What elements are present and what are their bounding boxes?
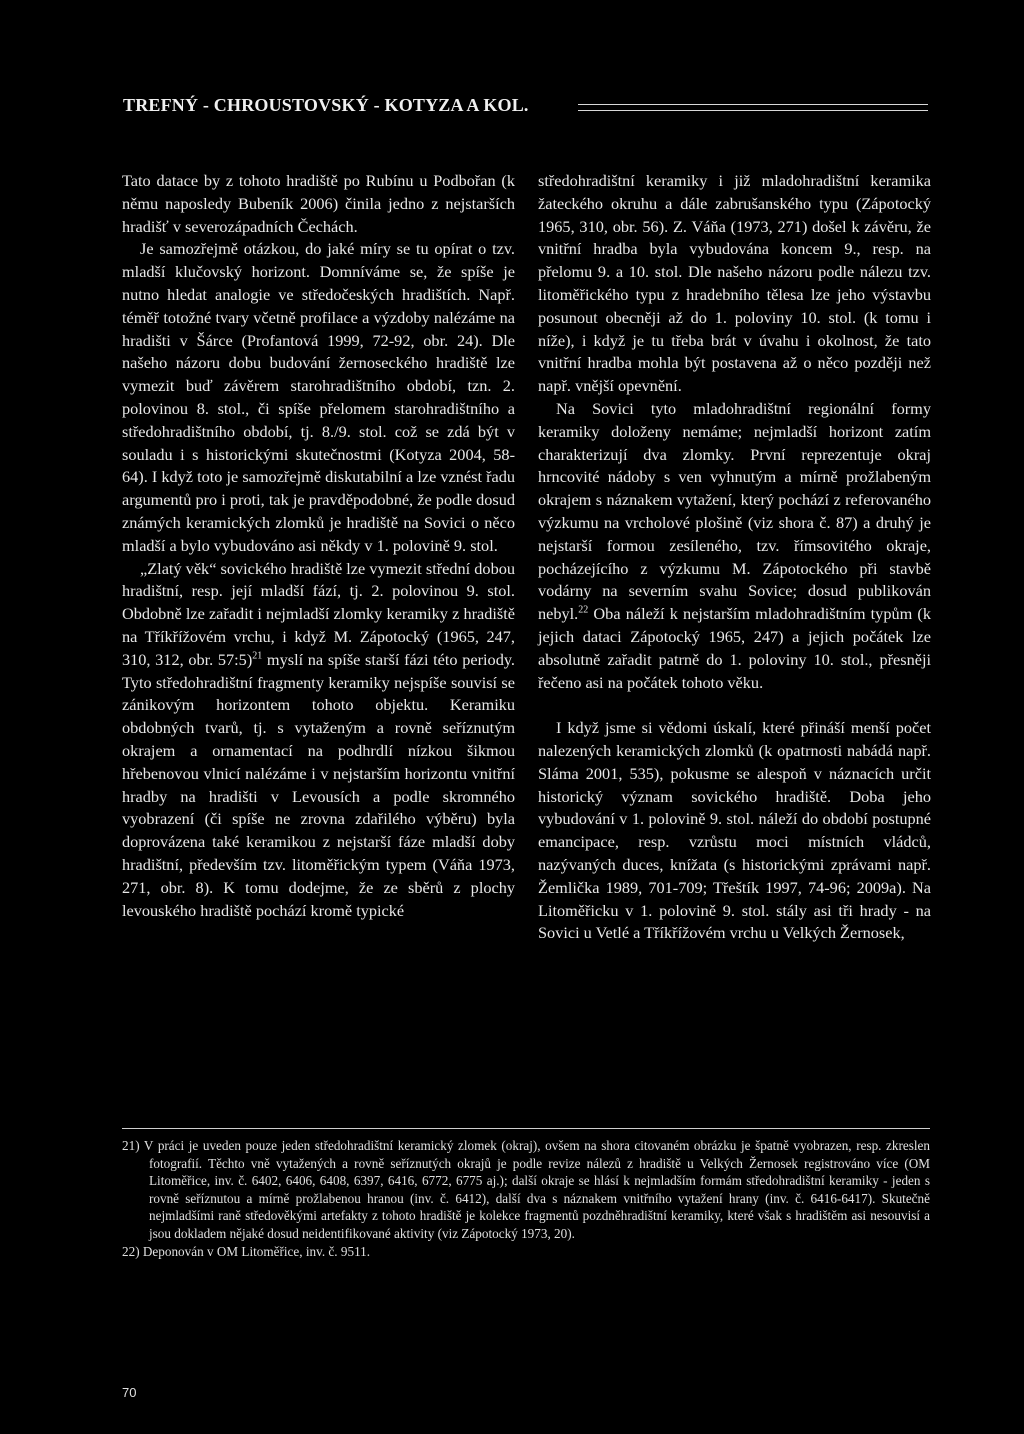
right-paragraph-2 (538, 398, 931, 694)
header-double-rule (578, 104, 928, 111)
footnote-22: 22) Deponován v OM Litoměřice, inv. č. 9511. (122, 1243, 371, 1259)
right-paragraph-3: I když jsme si vědomi úskalí, které přináší menší počet nalezených keramických zlomků (k opatrnosti nabádá např. Sláma 2001, 535), pokusme se alespoň v náznacích určit historický význam sovického hradiště. Doba jeho vybudování v 1. polovině 9. stol. náleží do období postupné emancipace, resp. vzrůstu moci místních vládců, nazývaných duces, knížata (s historickými zprávami např. Žemlička 1989, 701-709; Třeštík 1997, 74-96; 2009a). Na Litoměřicku v 1. polovině 9. stol. stály asi tři hrady - na Sovici u Vetlé a Tříkřížovém vrchu u Velkých Žernosek, (538, 718, 931, 943)
right-paragraph-1: středohradištní keramiky i již mladohradištní keramika žateckého okruhu a dále zabrušanského typu (Zápotocký 1965, 310, obr. 56). Z. Váňa (1973, 271) došel k závěru, že vnitřní hradba byla vybudována koncem 9., resp. na přelomu 9. a 10. stol. Dle našeho názoru podle nálezu tzv. litoměřického typu z hradebního tělesa lze jeho výstavbu posunout obecněji až do 1. poloviny 10. stol. (k tomu i níže), i když je tu třeba brát v úvahu i okolnost, že tato vnitřní hradba mohla být postavena až o něco později než např. vnější opevnění. (538, 171, 931, 396)
left-paragraph-3 (122, 558, 515, 923)
footnote-ref-21: 21 (252, 650, 263, 662)
footnote-ref-22: 22 (578, 604, 589, 616)
right-paragraph-2-part-2: Oba náleží k nejstarším mladohradištním typům (k jejich dataci Zápotocký 1965, 247) a jejich počátek lze absolutně zařadit patrně do 1. poloviny 10. stol., přesněji řečeno asi na počátek tohoto věku. (538, 604, 931, 692)
left-paragraph-2: Je samozřejmě otázkou, do jaké míry se tu opírat o tzv. mladší klučovský horizont. Domníváme se, že spíše je nutno hledat analogie ve středočeských hradištích. Např. téměř totožné tvary včetně profilace a výzdoby nalézáme na hradišti v Šárce (Profantová 1999, 72-92, obr. 24). Dle našeho názoru dobu budování žernoseckého hradiště lze vymezit buď závěrem starohradištního období, tzn. 2. polovinou 8. stol., či spíše přelomem starohradištního a středohradištního období, tj. 8./9. stol. což se zdá být v souladu i s historickými skutečnostmi (Kotyza 2004, 58-64). I když toto je samozřejmě diskutabilní a lze vznést řadu argumentů pro i proti, tak je pravděpodobné, že podle dosud známých keramických zlomků je hradiště na Sovici o něco mladší a bylo vybudováno asi někdy v 1. polovině 9. stol. (122, 239, 515, 555)
left-paragraph-1: Tato datace by z tohoto hradiště po Rubínu u Podbořan (k němu naposledy Bubeník 2006) činila jedno z nejstarších hradišť v severozápadních Čechách. (122, 171, 515, 236)
left-paragraph-3-part-1: „Zlatý věk“ sovického hradiště lze vymezit střední dobou hradištní, resp. její mladší fází, tj. 2. polovinou 9. stol. Obdobně lze zařadit i nejmladší zlomky keramiky z hradiště na Tříkřížovém vrchu, i když M. Zápotocký (1965, 247, 310, 312, obr. 57:5) (122, 558, 515, 669)
left-paragraph-3-part-2: myslí na spíše starší fázi této periody. Tyto středohradištní fragmenty keramiky nejspíše souvisí se zánikovým horizontem tohoto objektu. Keramiku obdobných tvarů, tj. s vytaženým a rovně seříznutým okrajem a ornamentací na podhrdlí nízkou šikmou hřebenovou vlnicí nalézáme i v nejstarším horizontu vnitřní hradby na hradišti v Levousích a podle skromného vyobrazení (či spíše ne zrovna zdařilého výběru) byla doprovázena také keramikou z nejstarší fáze mladší doby hradištní, především tzv. litoměřickým typem (Váňa 1973, 271, obr. 8). K tomu dodejme, že ze sběrů z plochy levouského hradiště pochází kromě typické (122, 649, 515, 920)
left-column (122, 170, 515, 922)
footnote-separator (122, 1128, 930, 1129)
footnotes (122, 1137, 930, 1260)
running-header (123, 95, 928, 121)
footnote-21: 21) V práci je uveden pouze jeden středohradištní keramický zlomek (okraj), ovšem na shora citovaném obrázku je špatně vyobrazen, resp. zkreslen fotografií. Těchto vně vytažených a rovně seříznutých okrajů je podle revize nálezů z hradiště u Velkých Žernosek registrováno více (OM Litoměřice, inv. č. 6402, 6406, 6408, 6397, 6416, 6772, 6775 aj.); další okraje se hlásí k nejmladším formám středohradištní keramiky - jeden s rovně seříznutou a mírně prožlabenou hranou (inv. č. 6412), další dva s náznakem vnitřního vytažení hrany (inv. č. 6416-6417). Skutečně nejmladšími raně středověkými artefakty z tohoto hradiště je kolekce fragmentů pozdněhradištní keramiky, které však s hradištěm asi nesouvisí a jsou dokladem nějaké dosud neidentifikované aktivity (viz Zápotocký 1973, 20). (122, 1138, 930, 1241)
right-paragraph-2-part-1: Na Sovici tyto mladohradištní regionální formy keramiky doloženy nemáme; nejmladší horizont zatím charakterizují dva zlomky. První reprezentuje okraj hrncovité nádoby s ven vyhnutým a mírně prožlabeným okrajem s náznakem vytažení, který pochází z referovaného výzkumu na vrcholové plošině (viz shora č. 87) a druhý je nejstarší formou zesíleného, tzv. římsovitého okraje, pocházejícího z výzkumu M. Zápotockého při stavbě vodárny na severním svahu Sovice; dosud publikován nebyl. (538, 398, 931, 624)
page-number: 70 (122, 1385, 137, 1400)
header-title: TREFNÝ - CHROUSTOVSKÝ - KOTYZA A KOL. (123, 95, 529, 115)
right-column (538, 170, 931, 945)
